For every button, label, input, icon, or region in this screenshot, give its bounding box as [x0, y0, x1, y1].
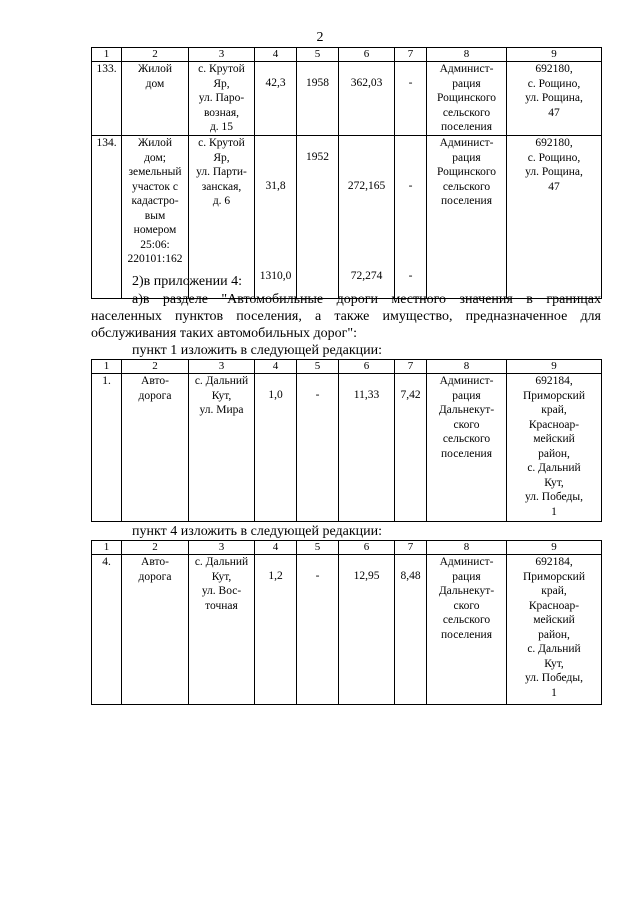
column-number: 9	[507, 360, 602, 374]
object-residual: -	[395, 62, 427, 136]
column-number: 5	[297, 48, 339, 62]
column-number: 5	[297, 360, 339, 374]
road-table-punkt-1	[91, 359, 602, 522]
row-number: 134.	[92, 136, 122, 299]
object-year: 1958	[297, 62, 339, 136]
object-residual: 8,48	[395, 555, 427, 705]
column-number: 7	[395, 48, 427, 62]
object-name: Жилой дом	[122, 62, 189, 136]
object-name: Жилой дом; земельный участок с кадастро- вым номером 25:06: 220101:162	[122, 136, 189, 299]
object-residual: 7,42	[395, 374, 427, 522]
land-area: 1310,0	[259, 270, 292, 282]
table-row	[92, 555, 602, 705]
object-address: с. Крутой Яр, ул. Паро- возная, д. 15	[189, 62, 255, 136]
column-number: 9	[507, 48, 602, 62]
column-number: 6	[339, 48, 395, 62]
column-number: 7	[395, 541, 427, 555]
item-2-heading: 2)в приложении 4:	[132, 274, 242, 289]
column-number: 8	[427, 360, 507, 374]
table-row	[92, 62, 602, 136]
object-area: 42,3	[255, 62, 297, 136]
row-number: 133.	[92, 62, 122, 136]
column-header-row	[92, 360, 602, 374]
road-length: 1,0	[255, 374, 297, 522]
column-number: 4	[255, 48, 297, 62]
paragraph-a-line-1: а)в разделе "Автомобильные дороги местного значения в границах	[132, 292, 601, 307]
object-residual: -	[408, 180, 413, 192]
table-row	[92, 374, 602, 522]
column-number: 7	[395, 360, 427, 374]
land-residual: -	[408, 270, 413, 282]
object-area: 31,8	[265, 180, 286, 192]
object-name: Авто- дорога	[122, 555, 189, 705]
column-number: 1	[92, 541, 122, 555]
column-header-row	[92, 48, 602, 62]
holder-name: Админист- рация Дальнекут- ского сельского поселения	[427, 374, 507, 522]
punkt-4-heading: пункт 4 изложить в следующей редакции:	[132, 524, 382, 539]
column-number: 1	[92, 360, 122, 374]
column-number: 2	[122, 48, 189, 62]
land-value: 72,274	[350, 270, 383, 282]
holder-address: 692180, с. Рощино, ул. Рощина, 47	[507, 136, 602, 299]
paragraph-a-line-2: населенных пунктов поселения, а также имущество, предназначенное для	[91, 309, 601, 324]
object-name: Авто- дорога	[122, 374, 189, 522]
object-value: 362,03	[339, 62, 395, 136]
property-table-1	[91, 47, 602, 299]
road-length: 1,2	[255, 555, 297, 705]
column-number: 9	[507, 541, 602, 555]
holder-address: 692184, Приморский край, Красноар- мейский район, с. Дальний Кут, ул. Победы, 1	[507, 555, 602, 705]
column-number: 4	[255, 541, 297, 555]
column-number: 1	[92, 48, 122, 62]
paragraph-a-line-3: обслуживания таких автомобильных дорог":	[91, 326, 358, 341]
column-number: 2	[122, 360, 189, 374]
object-year: -	[297, 374, 339, 522]
row-number: 1.	[92, 374, 122, 522]
object-address: с. Дальний Кут, ул. Мира	[189, 374, 255, 522]
object-year: -	[297, 555, 339, 705]
road-table-punkt-4	[91, 540, 602, 705]
column-number: 3	[189, 541, 255, 555]
object-address: с. Дальний Кут, ул. Вос- точная	[189, 555, 255, 705]
column-number: 5	[297, 541, 339, 555]
column-header-row	[92, 541, 602, 555]
row-number: 4.	[92, 555, 122, 705]
punkt-1-heading: пункт 1 изложить в следующей редакции:	[132, 343, 382, 358]
holder-address: 692184, Приморский край, Красноар- мейский район, с. Дальний Кут, ул. Победы, 1	[507, 374, 602, 522]
holder-address: 692180, с. Рощино, ул. Рощина, 47	[507, 62, 602, 136]
object-address: с. Крутой Яр, ул. Парти- занская, д. 6	[189, 136, 255, 299]
object-value: 11,33	[339, 374, 395, 522]
object-value: 272,165	[347, 180, 386, 192]
column-number: 8	[427, 541, 507, 555]
column-number: 3	[189, 360, 255, 374]
column-number: 2	[122, 541, 189, 555]
holder-name: Админист- рация Рощинского сельского поселения	[427, 62, 507, 136]
object-year: 1952	[297, 136, 339, 299]
object-value: 12,95	[339, 555, 395, 705]
holder-name: Админист- рация Рощинского сельского поселения	[427, 136, 507, 299]
page-number: 2	[316, 30, 324, 45]
holder-name: Админист- рация Дальнекут- ского сельского поселения	[427, 555, 507, 705]
column-number: 6	[339, 541, 395, 555]
column-number: 4	[255, 360, 297, 374]
column-number: 8	[427, 48, 507, 62]
column-number: 6	[339, 360, 395, 374]
column-number: 3	[189, 48, 255, 62]
